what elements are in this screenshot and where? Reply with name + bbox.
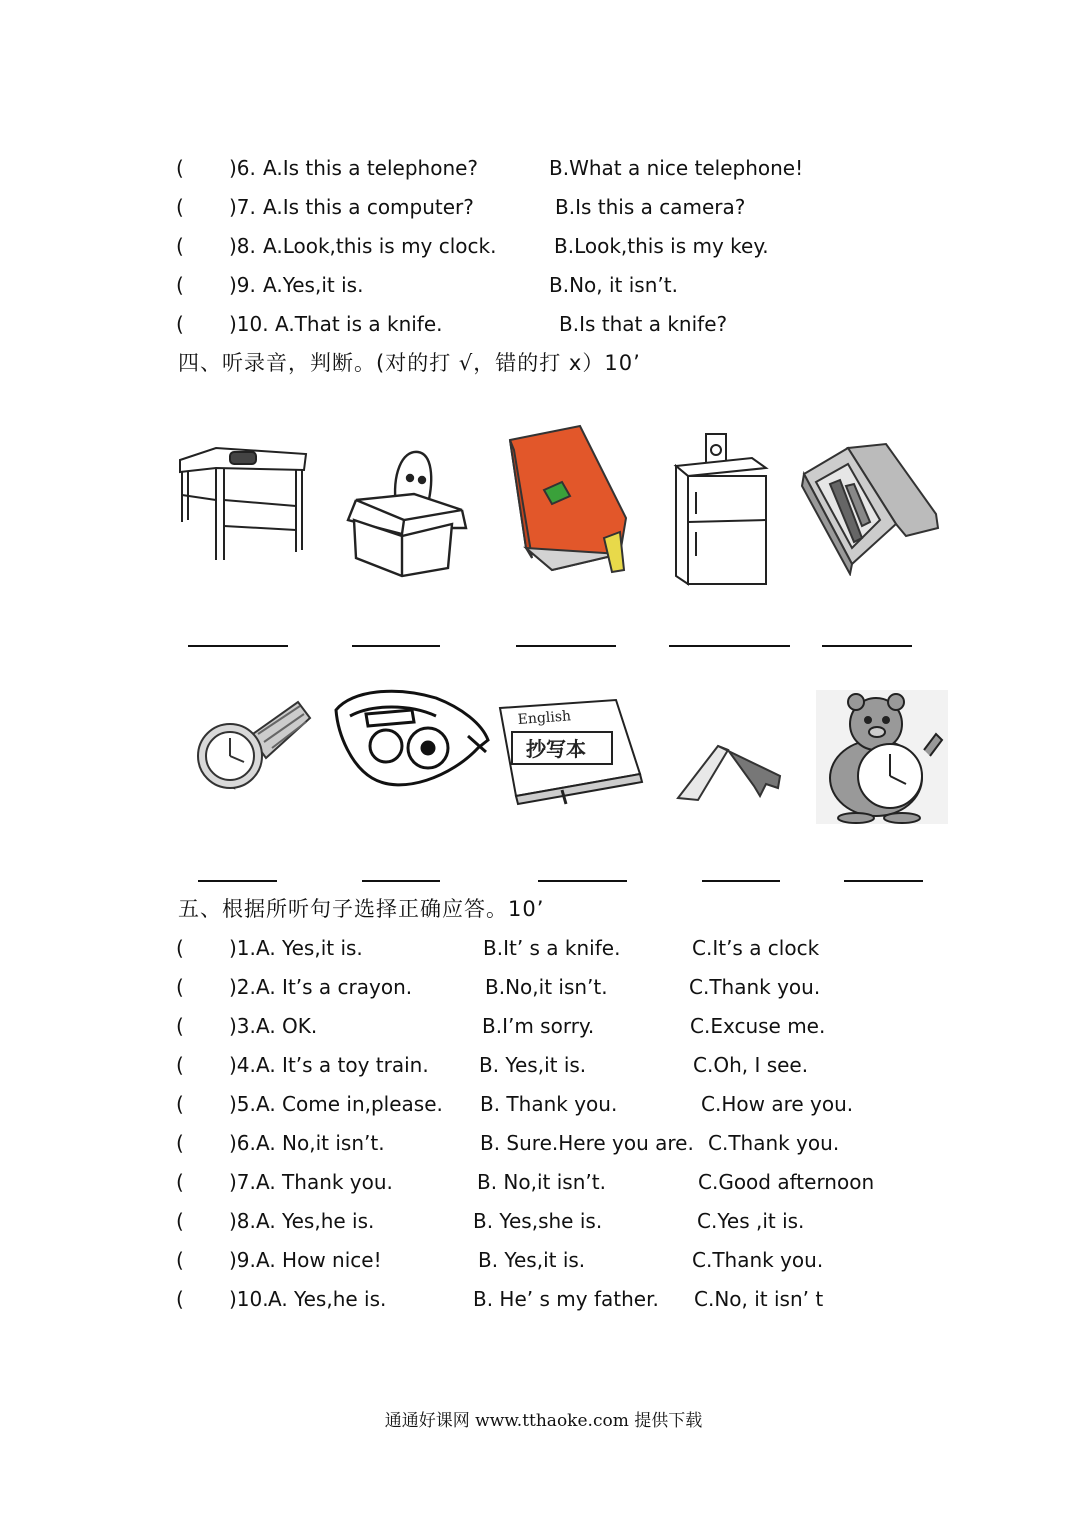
- option-b: B.It’ s a knife.: [483, 936, 621, 960]
- option-b: B.I’m sorry.: [482, 1014, 595, 1038]
- option-a: A. Yes,he is.: [268, 1287, 387, 1311]
- dog-in-box-icon: [344, 444, 468, 578]
- answer-paren: (: [176, 1209, 184, 1233]
- option-c: C.Thank you.: [708, 1131, 840, 1155]
- answer-paren: (: [176, 1170, 184, 1194]
- option-c: C.Yes ,it is.: [697, 1209, 805, 1233]
- question-row: [0, 1284, 1087, 1314]
- section-heading: 四、听录音，判断。(对的打 √，错的打 x）10’: [178, 351, 641, 375]
- question-row: [0, 1011, 1087, 1041]
- pencil-sharpener-icon: [332, 686, 492, 798]
- answer-paren: (: [176, 1014, 184, 1038]
- option-c: C.Excuse me.: [690, 1014, 826, 1038]
- option-a: A. Thank you.: [256, 1170, 393, 1194]
- question-row: [0, 270, 1087, 300]
- answer-paren: (: [176, 1248, 184, 1272]
- answer-paren: (: [176, 312, 184, 336]
- option-b: B. Yes,she is.: [473, 1209, 603, 1233]
- question-number: )8.: [229, 234, 256, 258]
- option-a: A. How nice!: [256, 1248, 382, 1272]
- option-b: B.Is that a knife?: [559, 312, 728, 336]
- watch-icon: [186, 696, 312, 796]
- answer-blank[interactable]: [352, 645, 440, 647]
- option-b: B.Is this a camera?: [555, 195, 746, 219]
- option-b: B. He’ s my father.: [473, 1287, 659, 1311]
- question-row: [0, 1245, 1087, 1275]
- question-number: )6.: [229, 156, 256, 180]
- option-b: B. Sure.Here you are.: [480, 1131, 694, 1155]
- question-number: )10.: [229, 312, 269, 336]
- option-c: C.Good afternoon: [698, 1170, 875, 1194]
- question-row: [0, 231, 1087, 261]
- question-row: [0, 309, 1087, 339]
- question-row: [0, 153, 1087, 183]
- option-a: A.Is this a telephone?: [263, 156, 479, 180]
- answer-blank[interactable]: [362, 880, 440, 882]
- question-number: )6.: [229, 1131, 256, 1155]
- question-number: )4.: [229, 1053, 256, 1077]
- answer-blank[interactable]: [188, 645, 288, 647]
- question-row: [0, 1089, 1087, 1119]
- question-number: )3.: [229, 1014, 256, 1038]
- answer-paren: (: [176, 936, 184, 960]
- question-number: )8.: [229, 1209, 256, 1233]
- answer-paren: (: [176, 1287, 184, 1311]
- answer-paren: (: [176, 195, 184, 219]
- question-row: [0, 1128, 1087, 1158]
- option-a: A. It’s a toy train.: [256, 1053, 429, 1077]
- question-number: )7.: [229, 1170, 256, 1194]
- copybook-title: English: [517, 708, 572, 728]
- question-number: )9.: [229, 273, 256, 297]
- option-c: C.How are you.: [701, 1092, 854, 1116]
- knife-icon: [674, 740, 786, 802]
- section-heading: 五、根据所听句子选择正确应答。10’: [178, 897, 545, 921]
- question-row: [0, 1167, 1087, 1197]
- option-c: C.Oh, I see.: [693, 1053, 809, 1077]
- option-b: B. Thank you.: [480, 1092, 618, 1116]
- pencil-box-icon: [800, 440, 942, 576]
- option-c: C.Thank you.: [692, 1248, 824, 1272]
- option-a: A.Look,this is my clock.: [263, 234, 497, 258]
- desk-icon: [176, 440, 310, 564]
- answer-paren: (: [176, 273, 184, 297]
- question-row: [0, 1050, 1087, 1080]
- copybook-label: 抄写本: [526, 737, 586, 761]
- question-row: [0, 933, 1087, 963]
- option-c: C.It’s a clock: [692, 936, 820, 960]
- question-number: )5.: [229, 1092, 256, 1116]
- option-a: A. Yes,it is.: [256, 936, 363, 960]
- copybook-icon: [496, 698, 644, 806]
- option-a: A. Come in,please.: [256, 1092, 443, 1116]
- option-a: A. It’s a crayon.: [256, 975, 413, 999]
- question-number: )1.: [229, 936, 256, 960]
- answer-paren: (: [176, 1092, 184, 1116]
- fridge-icon: [666, 428, 772, 586]
- question-number: )10.: [229, 1287, 269, 1311]
- question-row: [0, 972, 1087, 1002]
- option-a: A.That is a knife.: [275, 312, 443, 336]
- answer-blank[interactable]: [822, 645, 912, 647]
- answer-paren: (: [176, 156, 184, 180]
- answer-blank[interactable]: [538, 880, 627, 882]
- option-a: A.Yes,it is.: [263, 273, 364, 297]
- option-c: C.No, it isn’ t: [694, 1287, 824, 1311]
- option-b: B.Look,this is my key.: [554, 234, 769, 258]
- bear-clock-icon: [816, 690, 948, 824]
- answer-paren: (: [176, 234, 184, 258]
- option-a: A.Is this a computer?: [263, 195, 474, 219]
- answer-paren: (: [176, 975, 184, 999]
- answer-blank[interactable]: [844, 880, 923, 882]
- option-a: A. Yes,he is.: [256, 1209, 375, 1233]
- option-b: B.No, it isn’t.: [549, 273, 678, 297]
- answer-blank[interactable]: [198, 880, 277, 882]
- option-b: B. Yes,it is.: [478, 1248, 586, 1272]
- option-b: B.No,it isn’t.: [485, 975, 608, 999]
- option-b: B.What a nice telephone!: [549, 156, 804, 180]
- question-row: [0, 192, 1087, 222]
- question-row: [0, 1206, 1087, 1236]
- answer-paren: (: [176, 1053, 184, 1077]
- answer-blank[interactable]: [702, 880, 780, 882]
- question-number: )2.: [229, 975, 256, 999]
- option-a: A. No,it isn’t.: [256, 1131, 385, 1155]
- question-number: )7.: [229, 195, 256, 219]
- page-footer: 通通好课网 www.tthaoke.com 提供下载: [384, 1411, 703, 1431]
- option-a: A. OK.: [256, 1014, 318, 1038]
- question-number: )9.: [229, 1248, 256, 1272]
- option-b: B. No,it isn’t.: [477, 1170, 606, 1194]
- answer-blank[interactable]: [669, 645, 790, 647]
- option-c: C.Thank you.: [689, 975, 821, 999]
- book-icon: [496, 420, 634, 584]
- option-b: B. Yes,it is.: [479, 1053, 587, 1077]
- answer-paren: (: [176, 1131, 184, 1155]
- answer-blank[interactable]: [516, 645, 616, 647]
